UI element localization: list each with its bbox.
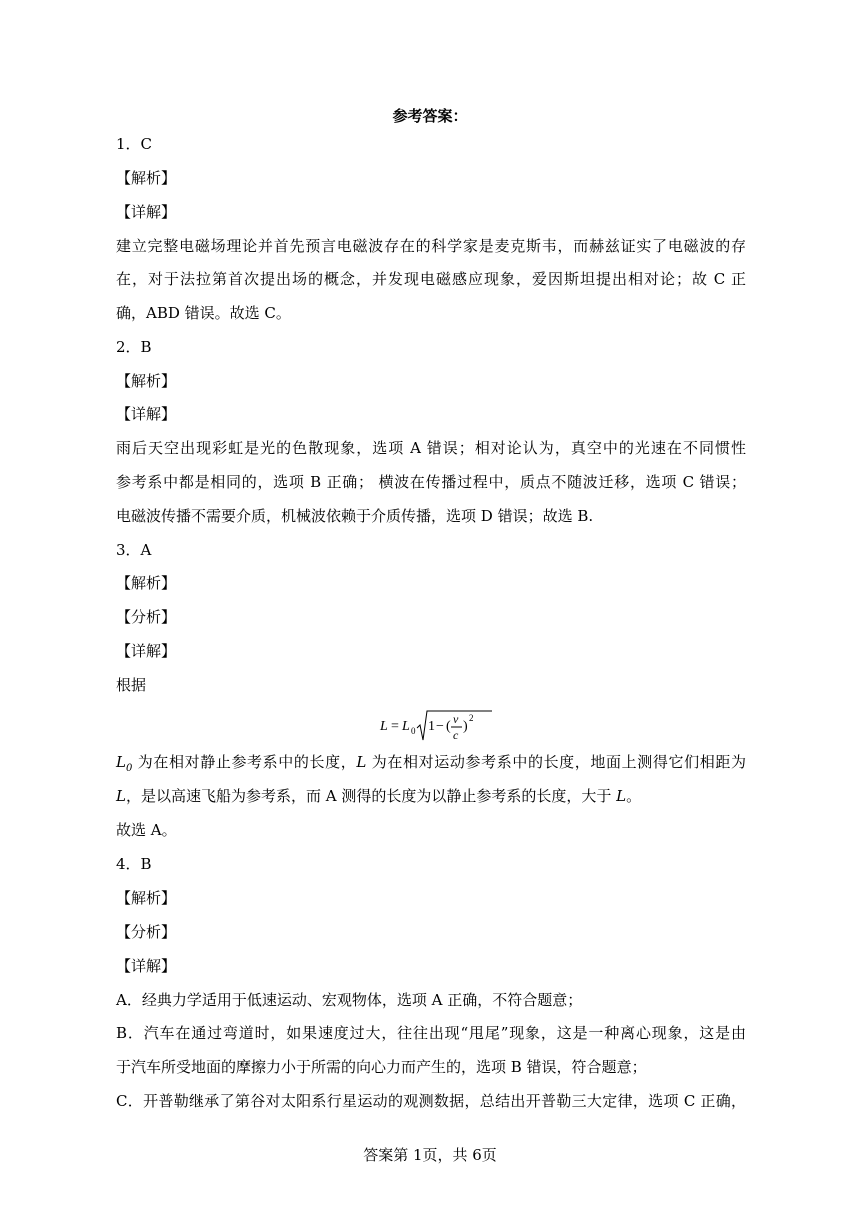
q3-line1-part-b: 为在相对静止参考系中的长度，: [132, 753, 357, 771]
formula-l0: L: [402, 719, 410, 734]
q2-answer: 2．B: [116, 338, 152, 356]
q3-line1-part-d: 为在相对运动参考系中的长度，地面上测得它们相距为: [366, 753, 746, 771]
formula-l0-sub: 0: [411, 726, 416, 736]
formula-close-paren: ): [463, 719, 468, 734]
formula-exponent: 2: [469, 713, 474, 723]
q3-intro: 根据: [116, 676, 147, 694]
page-footer: 答案第 1页，共 6页: [363, 1146, 497, 1164]
symbol-l: L: [356, 753, 367, 771]
symbol-l0: L: [116, 753, 126, 771]
q3-fenxi-tag: 【分析】: [116, 608, 177, 626]
formula-open-paren: (: [446, 719, 451, 734]
formula-eq: =: [391, 719, 399, 734]
q2-text-line-3: 电磁波传播不需要介质，机械波依赖于介质传播，选项 D 错误；故选 B.: [116, 507, 594, 525]
symbol-l-3: L: [616, 787, 627, 805]
q3-conclusion: 故选 A。: [116, 821, 177, 839]
length-contraction-formula: [380, 708, 500, 748]
formula-one: 1: [428, 719, 435, 734]
formula-lhs: L: [380, 719, 388, 734]
q1-text-line-3: 确，ABD 错误。故选 C。: [116, 304, 291, 322]
q4-fenxi-tag: 【分析】: [116, 923, 177, 941]
q1-text-line-2: 在，对于法拉第首次提出场的概念，并发现电磁感应现象，爱因斯坦提出相对论；故 C 正: [116, 270, 746, 288]
q4-option-c-line-1: C．开普勒继承了第谷对太阳系行星运动的观测数据，总结出开普勒三大定律，选项 C 正确，: [116, 1092, 746, 1110]
formula-svg: [380, 708, 500, 748]
q1-answer: 1．C: [116, 135, 153, 153]
q4-option-a: A．经典力学适用于低速运动、宏观物体，选项 A 正确，不符合题意；: [116, 991, 583, 1009]
formula-minus: −: [436, 719, 444, 734]
q4-answer: 4．B: [116, 855, 152, 873]
q2-analysis-tag: 【解析】: [116, 372, 177, 390]
q4-option-b-line-1: B．汽车在通过弯道时，如果速度过大，往往出现“甩尾”现象，这是一种离心现象，这是由: [116, 1024, 746, 1042]
q3-text-line-2: [116, 786, 746, 806]
formula-denominator: c: [453, 728, 459, 742]
q4-option-b-line-2: 于汽车所受地面的摩擦力小于所需的向心力而产生的，选项 B 错误，符合题意；: [116, 1058, 647, 1076]
q2-text-line-1: 雨后天空出现彩虹是光的色散现象，选项 A 错误；相对论认为，真空中的光速在不同惯性: [116, 439, 746, 457]
q3-line2-part-d: 。: [626, 787, 642, 805]
q3-detail-tag: 【详解】: [116, 642, 177, 660]
q1-analysis-tag: 【解析】: [116, 169, 177, 187]
q3-answer: 3．A: [116, 541, 152, 559]
symbol-l0-sub: 0: [125, 763, 133, 774]
q2-text-line-2: 参考系中都是相同的，选项 B 正确； 横波在传播过程中，质点不随波迁移，选项 C 错误；: [116, 473, 746, 491]
q1-detail-tag: 【详解】: [116, 203, 177, 221]
q4-analysis-tag: 【解析】: [116, 889, 177, 907]
q3-line2-part-b: ，是以高速飞船为参考系，而 A 测得的长度为以静止参考系的长度，大于: [125, 787, 617, 805]
q1-text-line-1: 建立完整电磁场理论并首先预言电磁波存在的科学家是麦克斯韦，而赫兹证实了电磁波的存: [116, 237, 746, 255]
q3-text-line-1: [116, 752, 746, 779]
q4-detail-tag: 【详解】: [116, 957, 177, 975]
q2-detail-tag: 【详解】: [116, 405, 177, 423]
symbol-l-2: L: [116, 787, 126, 805]
page-title: 参考答案：: [392, 107, 468, 125]
formula-numerator: v: [453, 712, 459, 726]
q3-analysis-tag: 【解析】: [116, 574, 177, 592]
